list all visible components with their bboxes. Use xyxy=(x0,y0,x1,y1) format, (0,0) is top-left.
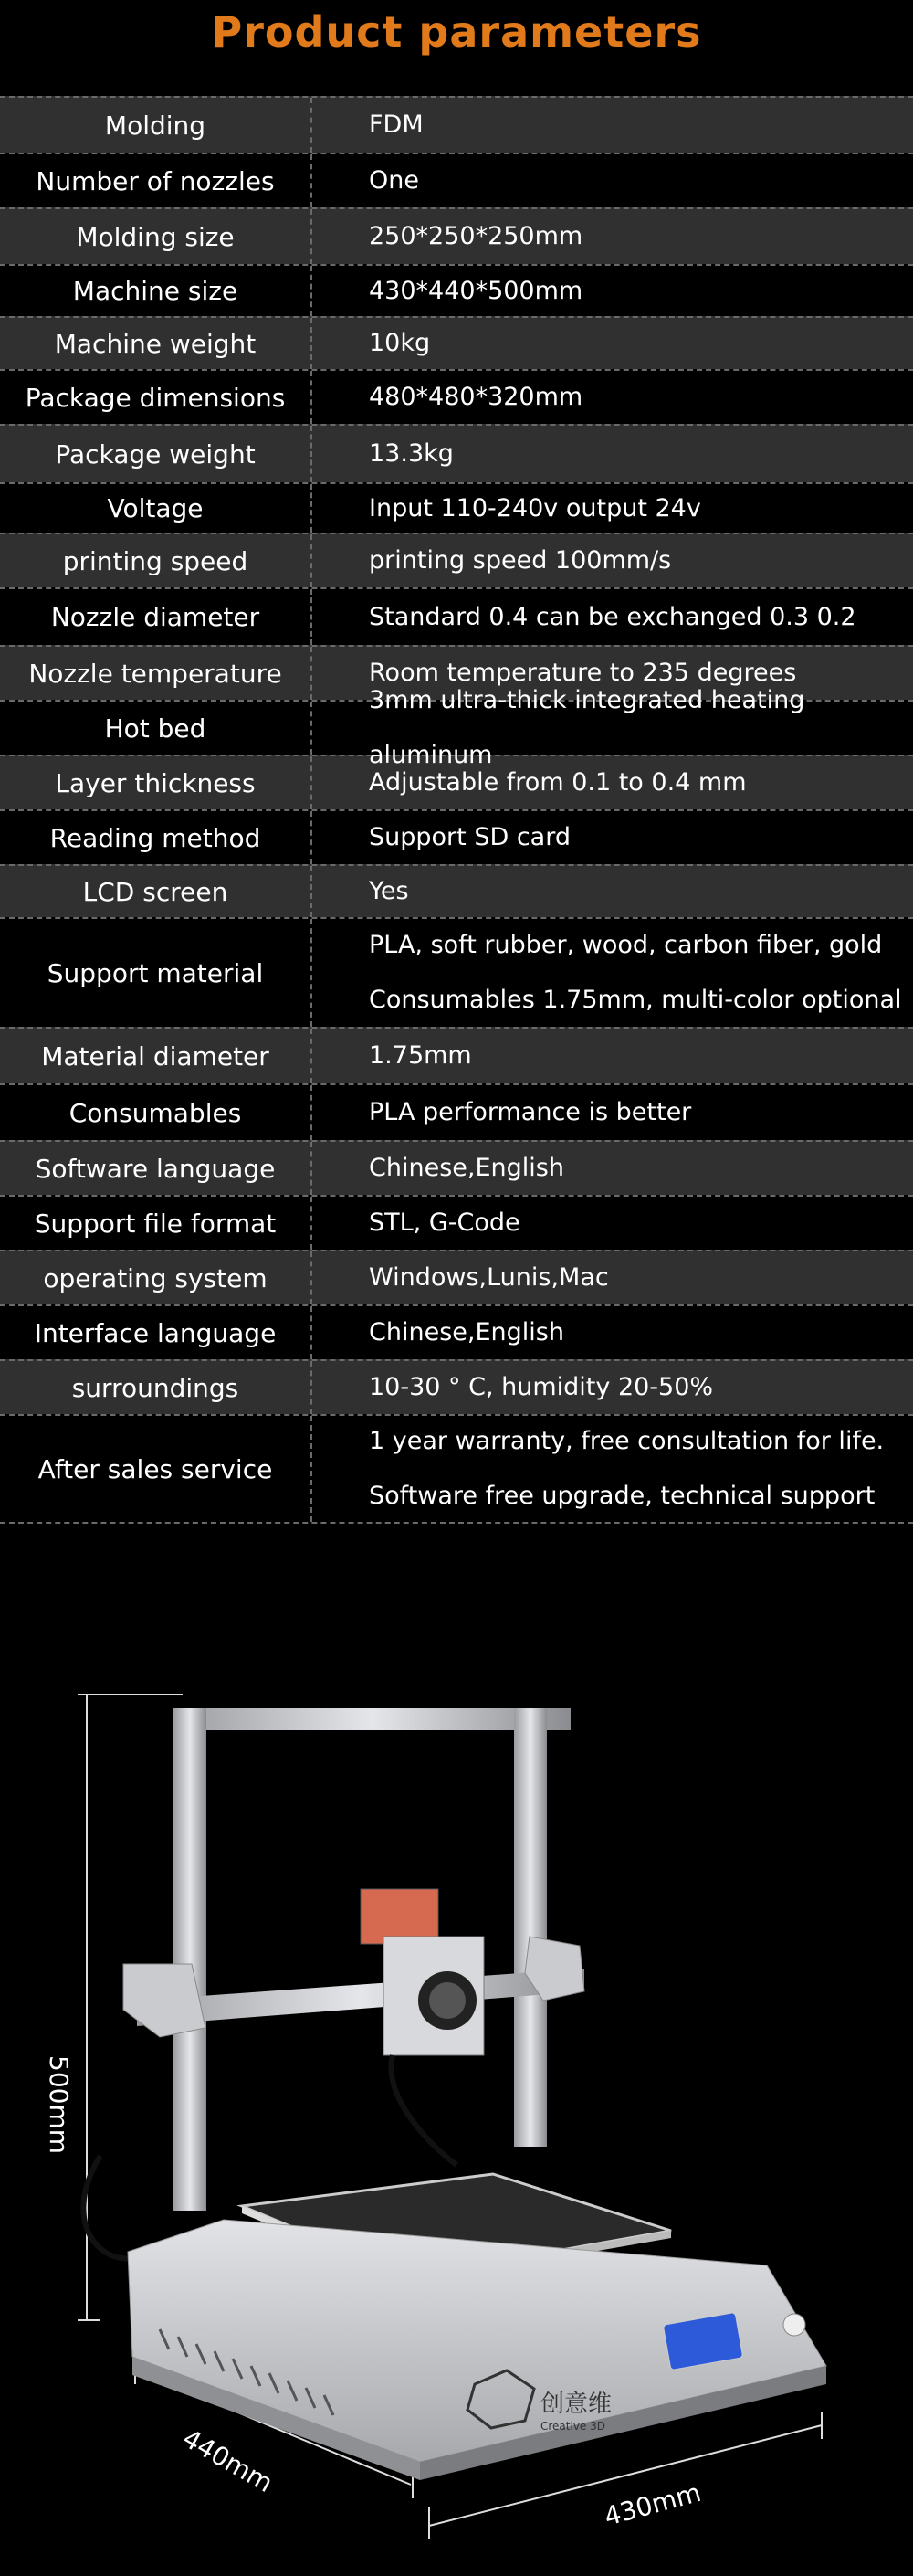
spec-label: Interface language xyxy=(34,1317,277,1348)
spec-value xyxy=(310,484,913,533)
spec-row xyxy=(0,482,913,533)
spec-label: Molding xyxy=(104,110,206,141)
spec-value-line: Yes xyxy=(369,877,409,905)
spec-value-line: 250*250*250mm xyxy=(369,222,583,250)
spec-label: Layer thickness xyxy=(55,767,256,798)
spec-value xyxy=(310,154,913,207)
spec-label: Material diameter xyxy=(41,1040,269,1072)
spec-value-line: 10-30 ° C, humidity 20-50% xyxy=(369,1373,714,1401)
spec-value-line: 3mm ultra-thick integrated heating aluminum xyxy=(369,686,805,769)
spec-value xyxy=(310,426,913,482)
spec-value-line: printing speed 100mm/s xyxy=(369,546,672,575)
spec-value-line: Windows,Lunis,Mac xyxy=(369,1263,609,1292)
spec-value-line: Support SD card xyxy=(369,823,571,851)
spec-value-line: Adjustable from 0.1 to 0.4 mm xyxy=(369,768,747,797)
spec-row xyxy=(0,264,913,316)
spec-value xyxy=(310,811,913,864)
spec-label: printing speed xyxy=(62,545,248,576)
spec-label: Package weight xyxy=(55,438,256,470)
spec-row xyxy=(0,917,913,1027)
spec-row xyxy=(0,1195,913,1250)
spec-value xyxy=(310,534,913,587)
spec-row xyxy=(0,809,913,864)
spec-row xyxy=(0,96,913,153)
depth-label: 440mm xyxy=(177,2423,278,2499)
spec-value xyxy=(310,1251,913,1304)
spec-value-line: One xyxy=(369,166,419,195)
spec-label: Reading method xyxy=(49,822,261,853)
spec-value-line: 1 year warranty, free consultation for life. xyxy=(369,1427,885,1455)
spec-row xyxy=(0,207,913,264)
spec-value xyxy=(310,98,913,153)
spec-value-line: 10kg xyxy=(369,329,431,357)
spec-row xyxy=(0,864,913,917)
spec-value xyxy=(310,1029,913,1083)
spec-label: Hot bed xyxy=(104,713,206,744)
extruder xyxy=(361,1889,484,2055)
spec-row xyxy=(0,153,913,207)
spec-label: Nozzle diameter xyxy=(50,602,260,632)
spec-label: Support file format xyxy=(34,1208,277,1239)
width-label: 430mm xyxy=(601,2476,705,2532)
spec-value-line: Chinese,English xyxy=(369,1154,564,1182)
spec-value xyxy=(310,371,913,424)
spec-label: Machine weight xyxy=(54,328,257,359)
spec-label: Nozzle temperature xyxy=(28,658,282,689)
spec-row xyxy=(0,1250,913,1304)
spec-value xyxy=(310,266,913,316)
spec-label: Molding size xyxy=(76,221,235,252)
spec-row xyxy=(0,533,913,587)
spec-value xyxy=(310,318,913,369)
spec-row xyxy=(0,369,913,424)
spec-value-line: PLA, soft rubber, wood, carbon fiber, gold xyxy=(369,931,883,959)
spec-value-line: STL, G-Code xyxy=(369,1209,520,1237)
spec-value xyxy=(310,1085,913,1140)
spec-label: Consumables xyxy=(68,1097,242,1128)
spec-label: Software language xyxy=(35,1153,276,1184)
spec-label: operating system xyxy=(43,1262,268,1293)
spec-value-line: 480*480*320mm xyxy=(369,383,583,411)
page-title: Product parameters xyxy=(211,7,702,57)
spec-row xyxy=(0,316,913,369)
spec-value xyxy=(310,589,913,645)
spec-row xyxy=(0,1140,913,1195)
printer-frame xyxy=(123,1708,584,2211)
spec-value-line: Chinese,English xyxy=(369,1318,564,1346)
spec-row xyxy=(0,755,913,809)
spec-row xyxy=(0,1027,913,1083)
spec-label: Machine size xyxy=(72,276,238,306)
spec-value xyxy=(310,1197,913,1250)
spec-row xyxy=(0,1304,913,1359)
printer-base xyxy=(128,2220,826,2480)
spec-value-line: Standard 0.4 can be exchanged 0.3 0.2 xyxy=(369,602,856,631)
spec-value-line: Room temperature to 235 degrees xyxy=(369,659,797,687)
spec-row xyxy=(0,1359,913,1414)
spec-label: surroundings xyxy=(71,1372,239,1403)
printer-illustration xyxy=(0,1663,913,2576)
spec-label: Support material xyxy=(47,957,264,988)
spec-label: Number of nozzles xyxy=(36,165,275,196)
spec-value xyxy=(310,1416,913,1522)
spec-value xyxy=(310,866,913,917)
spec-value xyxy=(310,209,913,264)
spec-value xyxy=(310,756,913,809)
spec-row xyxy=(0,424,913,482)
spec-value-line: PLA performance is better xyxy=(369,1098,692,1126)
spec-label: After sales service xyxy=(37,1453,273,1484)
spec-value-line: Software free upgrade, technical support xyxy=(369,1482,876,1510)
brand-logo-text: 创意维 xyxy=(540,2391,613,2418)
spec-value xyxy=(310,919,913,1027)
spec-label: LCD screen xyxy=(82,876,228,907)
spec-row xyxy=(0,1414,913,1524)
spec-value xyxy=(310,1142,913,1195)
spec-value xyxy=(310,1306,913,1359)
spec-value-line: Input 110-240v output 24v xyxy=(369,493,701,523)
spec-label: Voltage xyxy=(107,493,204,523)
spec-value xyxy=(310,686,913,769)
brand-logo-subtext: Creative 3D xyxy=(540,2420,605,2433)
spec-value-line: Consumables 1.75mm, multi-color optional xyxy=(369,986,902,1014)
spec-label: Package dimensions xyxy=(25,382,286,413)
spec-table xyxy=(0,96,913,1524)
spec-row xyxy=(0,686,913,769)
spec-row xyxy=(0,1083,913,1140)
spec-row xyxy=(0,587,913,645)
spec-value-line: 430*440*500mm xyxy=(369,276,583,305)
printer-drawing xyxy=(0,1663,913,2576)
spec-value xyxy=(310,1361,913,1414)
spec-value-line: 13.3kg xyxy=(369,439,454,468)
height-label: 500mm xyxy=(44,2055,74,2154)
spec-value-line: 1.75mm xyxy=(369,1041,472,1070)
spec-value-line: FDM xyxy=(369,111,424,139)
